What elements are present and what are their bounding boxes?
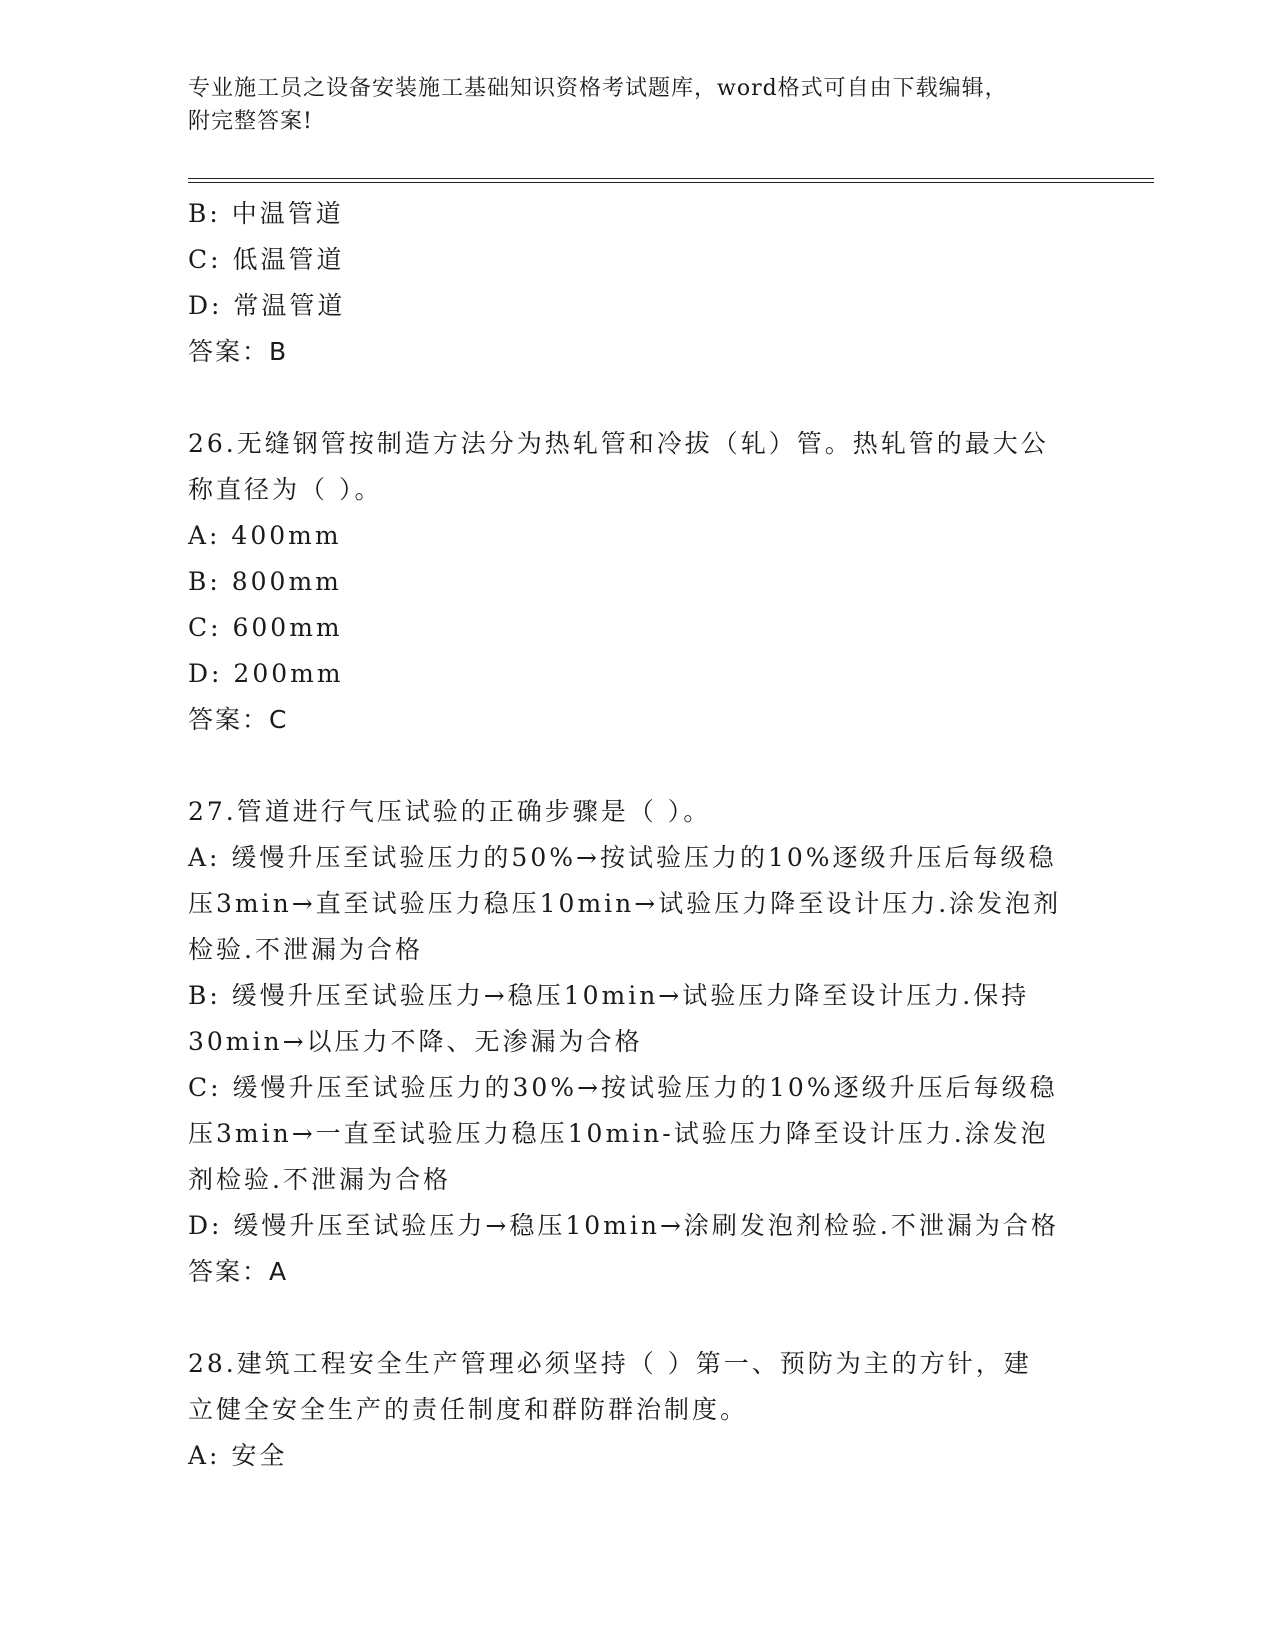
question-list [188, 191, 1088, 1479]
option-line: D: 缓慢升压至试验压力→稳压10min→涂刷发泡剂检验.不泄漏为合格 [188, 1211, 1059, 1240]
question-stem-line: 28.建筑工程安全生产管理必须坚持（ ）第一、预防为主的方针，建 [188, 1349, 1032, 1378]
question-stem-line: 26.无缝钢管按制造方法分为热轧管和冷拔（轧）管。热轧管的最大公 [188, 429, 1049, 458]
question-27 [188, 789, 1088, 1295]
spacer [188, 743, 1088, 789]
option-line: C: 缓慢升压至试验压力的30%→按试验压力的10%逐级升压后每级稳 [188, 1073, 1058, 1102]
option-line: B: 中温管道 [188, 199, 344, 228]
spacer [188, 1295, 1088, 1341]
option-line: 压3min→一直至试验压力稳压10min-试验压力降至设计压力.涂发泡 [188, 1119, 1049, 1148]
header-divider-top [188, 178, 1154, 179]
option-line: B: 800mm [188, 567, 342, 596]
question-28 [188, 1341, 1088, 1479]
option-line: B: 缓慢升压至试验压力→稳压10min→试验压力降至设计压力.保持 [188, 981, 1030, 1010]
option-line: C: 600mm [188, 613, 343, 642]
header-line-2: 附完整答案! [188, 109, 313, 134]
answer-line: 答案：A [188, 1257, 289, 1286]
answer-line: 答案：C [188, 705, 289, 734]
question-25 [188, 191, 1088, 375]
option-line: D: 常温管道 [188, 291, 346, 320]
option-line: A: 安全 [188, 1441, 288, 1470]
option-line: 压3min→直至试验压力稳压10min→试验压力降至设计压力.涂发泡剂 [188, 889, 1062, 918]
option-line: 剂检验.不泄漏为合格 [188, 1165, 451, 1194]
option-line: C: 低温管道 [188, 245, 345, 274]
question-stem-line: 27.管道进行气压试验的正确步骤是（ ）。 [188, 797, 712, 826]
option-line: A: 400mm [188, 521, 342, 550]
option-line: 检验.不泄漏为合格 [188, 935, 423, 964]
spacer [188, 375, 1088, 421]
option-line: 30min→以压力不降、无渗漏为合格 [188, 1027, 643, 1056]
option-line: D: 200mm [188, 659, 344, 688]
question-stem-line: 称直径为（ ）。 [188, 475, 383, 504]
header-divider-bottom [188, 182, 1154, 183]
question-stem-line: 立健全安全生产的责任制度和群防群治制度。 [188, 1395, 749, 1424]
question-26 [188, 421, 1088, 743]
document-header [188, 72, 1068, 138]
answer-line: 答案：B [188, 337, 289, 366]
option-line: A: 缓慢升压至试验压力的50%→按试验压力的10%逐级升压后每级稳 [188, 843, 1057, 872]
header-line-1: 专业施工员之设备安装施工基础知识资格考试题库，word格式可自由下载编辑， [188, 76, 1008, 101]
